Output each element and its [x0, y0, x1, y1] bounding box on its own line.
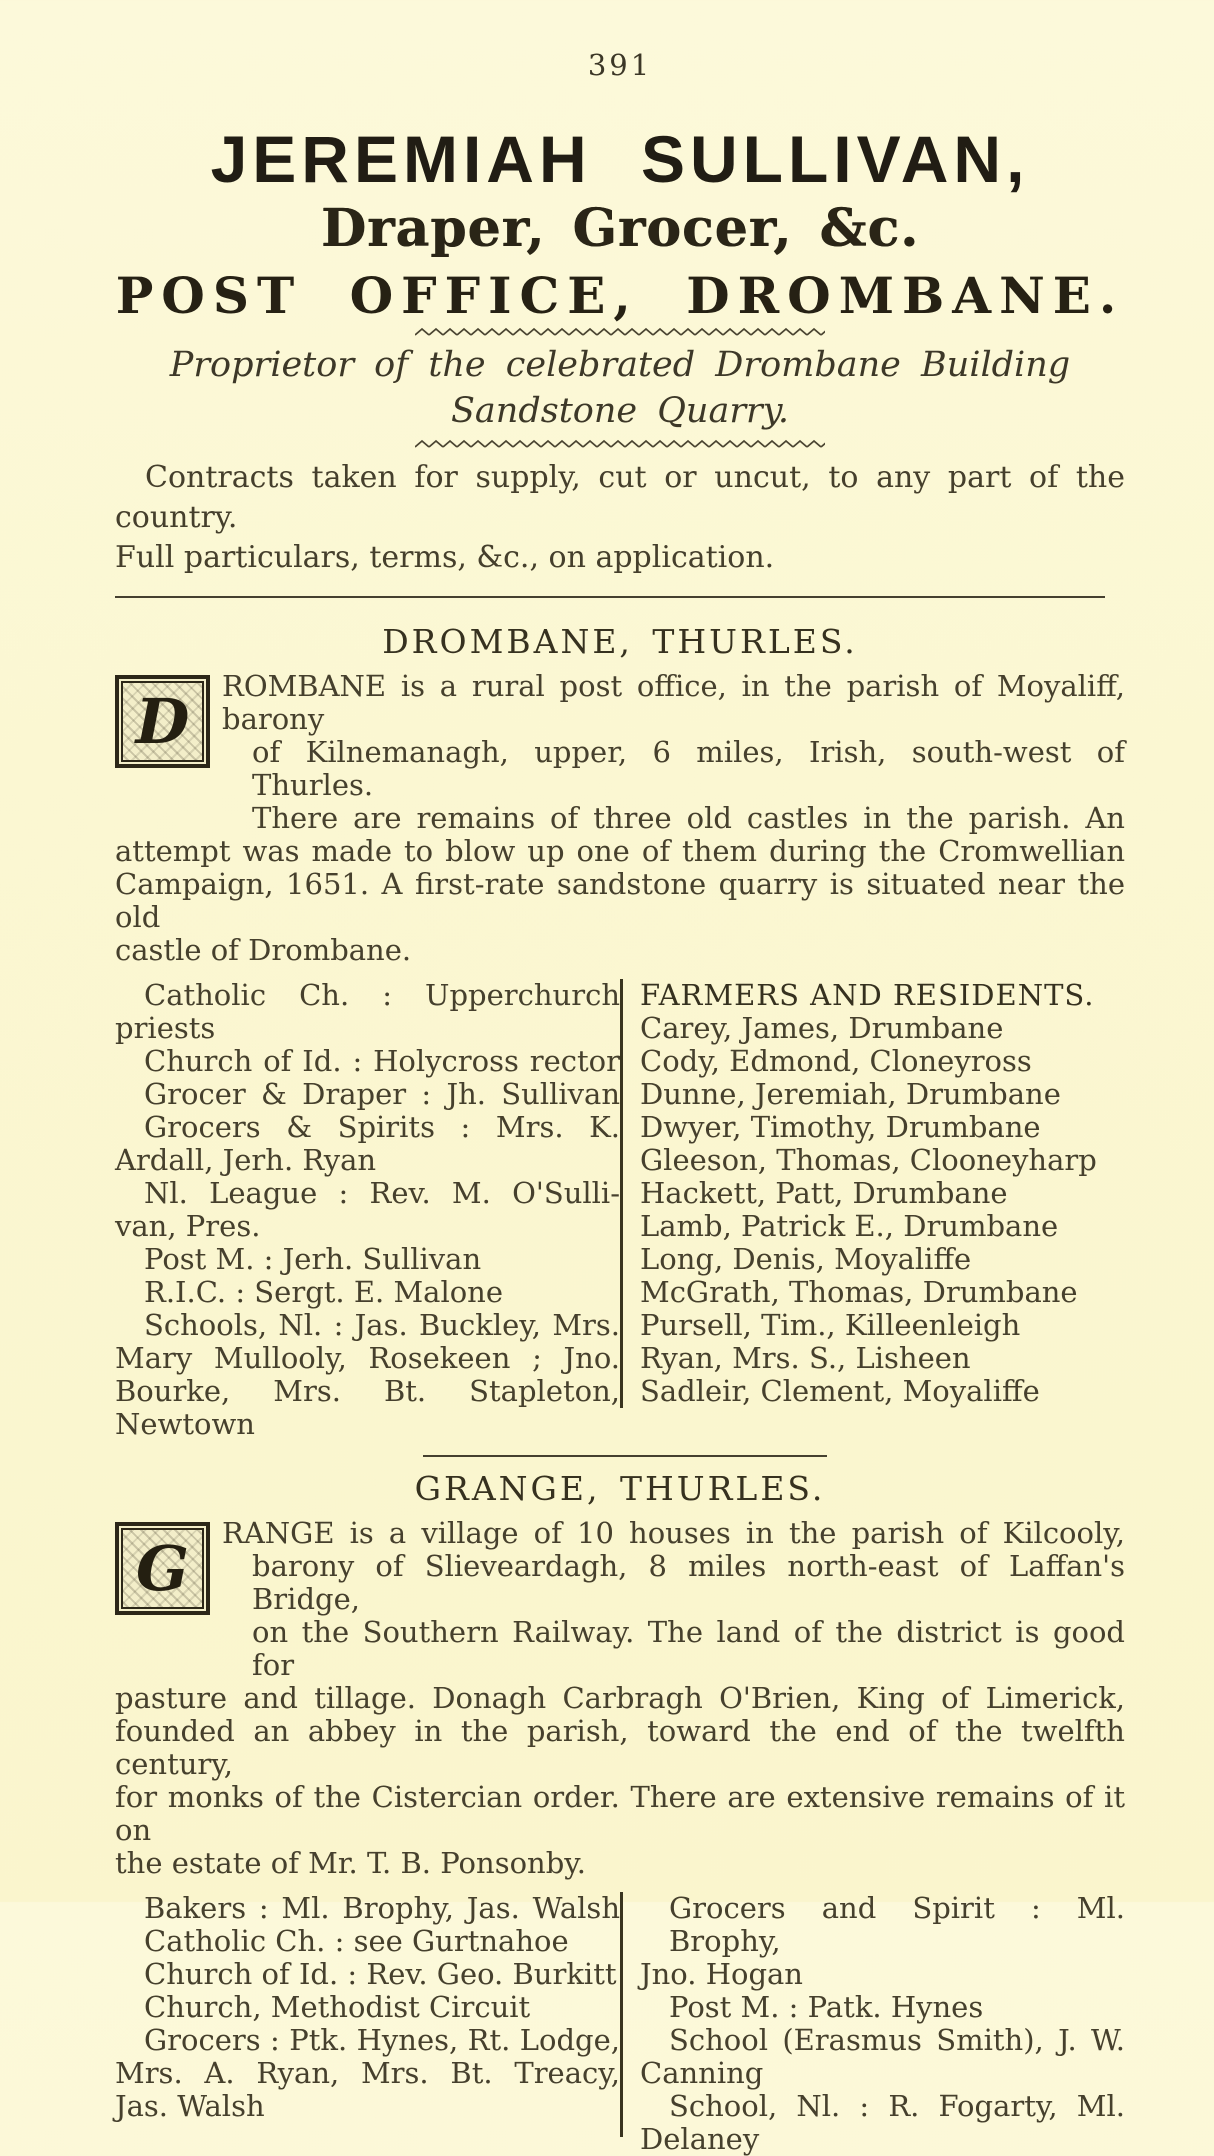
contracts-line: Full particulars, terms, &c., on application. — [115, 540, 775, 575]
drombane-columns — [115, 979, 1125, 1441]
directory-line: Ardall, Jerh. Ryan — [115, 1143, 377, 1177]
wavy-rule-top — [415, 326, 825, 338]
directory-line: Catholic Ch. : Upperchurch — [144, 978, 620, 1012]
grange-heading: GRANGE, THURLES. — [414, 1469, 826, 1508]
grange-columns — [115, 1892, 1125, 2156]
directory-line: Cody, Edmond, Cloneyross — [640, 1044, 1032, 1078]
directory-line: Nl. League : Rev. M. O'Sulli- — [144, 1176, 620, 1210]
advertiser-location: POST OFFICE, DROMBANE. — [115, 266, 1125, 325]
intro-line: barony of Slieveardagh, 8 miles north-east of Laffan's Bridge, — [252, 1549, 1125, 1616]
directory-line: priests — [115, 1011, 216, 1045]
directory-line: Grocers : Ptk. Hynes, Rt. Lodge, — [144, 2023, 620, 2057]
directory-line: Lamb, Patrick E., Drumbane — [640, 1209, 1059, 1243]
directory-line: Dwyer, Timothy, Drumbane — [640, 1110, 1041, 1144]
intro-line: ROMBANE is a rural post office, in the parish of Moyaliff, barony — [222, 669, 1125, 736]
contracts-paragraph — [115, 458, 1125, 578]
directory-line: Mrs. A. Ryan, Mrs. Bt. Treacy, — [115, 2056, 620, 2090]
directory-line: Church, Methodist Circuit — [144, 1990, 531, 2024]
directory-line: Sadleir, Clement, Moyaliffe — [640, 1374, 1040, 1408]
tagline — [115, 342, 1125, 434]
grange-section — [115, 1469, 1125, 2156]
advertiser-trades: Draper, Grocer, &c. — [320, 198, 920, 259]
directory-line: Post M. : Jerh. Sullivan — [144, 1242, 482, 1276]
directory-line: Hackett, Patt, Drumbane — [640, 1176, 1008, 1210]
directory-line: Grocer & Draper : Jh. Sullivan — [144, 1077, 620, 1111]
directory-line: Long, Denis, Moyaliffe — [640, 1242, 972, 1276]
farmers-residents-heading: FARMERS AND RESIDENTS. — [640, 978, 1095, 1012]
page-number: 391 — [587, 48, 653, 82]
intro-line: of Kilnemanagh, upper, 6 miles, Irish, south-west of Thurles. — [252, 735, 1125, 802]
intro-line: RANGE is a village of 10 houses in the parish of Kilcooly, — [222, 1516, 1125, 1550]
intro-line: pasture and tillage. Donagh Carbragh O'Brien, King of Limerick, — [115, 1681, 1125, 1715]
tagline-line: Proprietor of the celebrated Drombane Building — [169, 345, 1071, 385]
section-divider-rule — [115, 596, 1105, 598]
wavy-rule-bottom — [415, 438, 825, 450]
grange-left-column — [115, 1892, 620, 2123]
directory-line: van, Pres. — [115, 1209, 261, 1243]
directory-line: McGrath, Thomas, Drumbane — [640, 1275, 1078, 1309]
directory-line: Jas. Walsh — [115, 2089, 265, 2123]
drombane-heading: DROMBANE, THURLES. — [382, 622, 858, 661]
directory-line: School (Erasmus Smith), J. W. — [669, 2023, 1125, 2057]
drombane-right-column — [623, 979, 1125, 1408]
directory-line: Post M. : Patk. Hynes — [669, 1990, 984, 2024]
directory-line: School, Nl. : R. Fogarty, Ml. — [669, 2089, 1125, 2123]
directory-line: Schools, Nl. : Jas. Buckley, Mrs. — [144, 1308, 620, 1342]
drombane-intro — [115, 670, 1125, 967]
intro-line: on the Southern Railway. The land of the district is good for — [252, 1615, 1125, 1682]
directory-line: Church of Id. : Holycross rector — [144, 1044, 620, 1078]
grange-section-rule — [423, 1455, 827, 1457]
intro-line: There are remains of three old castles in the parish. An — [252, 801, 1125, 835]
directory-line: Bourke, Mrs. Bt. Stapleton, — [115, 1374, 620, 1408]
intro-line: the estate of Mr. T. B. Ponsonby. — [115, 1846, 587, 1880]
directory-line: Church of Id. : Rev. Geo. Burkitt — [144, 1957, 617, 1991]
directory-line: Grocers and Spirit : Ml. Brophy, — [669, 1891, 1125, 1958]
directory-line: Dunne, Jeremiah, Drumbane — [640, 1077, 1061, 1111]
directory-line: Carey, James, Drumbane — [640, 1011, 1004, 1045]
drombane-section — [115, 622, 1125, 1441]
intro-line: founded an abbey in the parish, toward the end of the twelfth century, — [115, 1714, 1125, 1781]
directory-line: Catholic Ch. : see Gurtnahoe — [144, 1924, 569, 1958]
tagline-line: Sandstone Quarry. — [450, 391, 790, 431]
directory-line: Bakers : Ml. Brophy, Jas. Walsh — [144, 1891, 620, 1925]
intro-line: Campaign, 1651. A first-rate sandstone quarry is situated near the old — [115, 867, 1125, 934]
directory-line: Canning — [640, 2056, 764, 2090]
directory-line: Jno. Hogan — [640, 1957, 803, 1991]
intro-line: for monks of the Cistercian order. There are extensive remains of it on — [115, 1780, 1125, 1847]
directory-line: R.I.C. : Sergt. E. Malone — [144, 1275, 504, 1309]
directory-line: Newtown — [115, 1407, 255, 1441]
grange-right-column — [623, 1892, 1125, 2156]
intro-line: castle of Drombane. — [115, 933, 412, 967]
grange-intro — [115, 1517, 1125, 1880]
advertiser-name: JEREMIAH SULLIVAN, — [210, 122, 1030, 196]
directory-line: Ryan, Mrs. S., Lisheen — [640, 1341, 971, 1375]
intro-line: attempt was made to blow up one of them during the Cromwellian — [115, 834, 1125, 868]
drombane-left-column — [115, 979, 620, 1441]
directory-line: Pursell, Tim., Killeenleigh — [640, 1308, 1021, 1342]
directory-line: Grocers & Spirits : Mrs. K. — [144, 1110, 620, 1144]
advertisement-masthead — [115, 124, 1125, 578]
drop-cap-g: G — [115, 1522, 210, 1615]
drop-cap-d: D — [115, 675, 210, 768]
directory-line: Gleeson, Thomas, Clooneyharp — [640, 1143, 1097, 1177]
contracts-line: Contracts taken for supply, cut or uncut, to any part of the country. — [115, 460, 1125, 535]
directory-line: Delaney — [640, 2122, 760, 2156]
directory-line: Mary Mullooly, Rosekeen ; Jno. — [115, 1341, 620, 1375]
